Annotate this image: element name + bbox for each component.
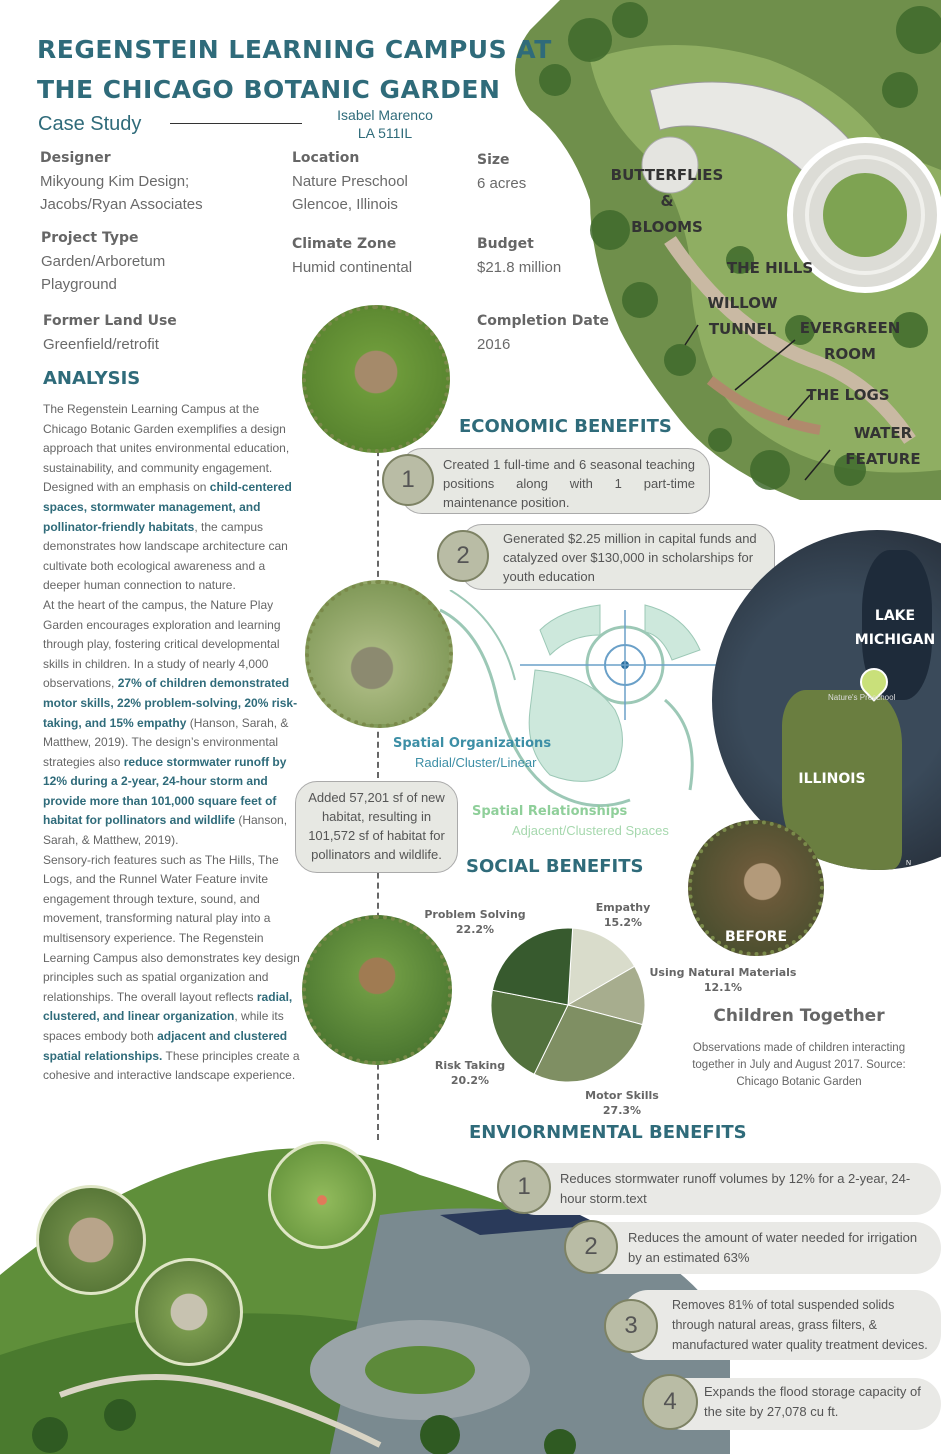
environmental-item-text: Expands the flood storage capacity of the site by 27,078 cu ft. (704, 1384, 921, 1419)
environmental-item-text: Removes 81% of total suspended solids through natural areas, grass filters, & manufactured water quality treatment devices. (672, 1298, 928, 1352)
economic-number-2: 2 (437, 530, 489, 582)
fact-former-land-use (43, 313, 177, 356)
analysis-paragraph: The Regenstein Learning Campus at the Chicago Botanic Garden exemplifies a design approach that unites environmental education, sustainability, and community engagement. Designed with an emphasis on child-centered spaces, stormwater management, and pollinator-friendly habitats, the campus demonstrates how landscape architecture can cultivate both ecological awareness and a deeper human connection to nature. (43, 402, 292, 593)
fact-designer (40, 150, 203, 216)
fact-label: Former Land Use (43, 313, 177, 329)
fact-value: Glencoe, Illinois (292, 196, 398, 213)
analysis-paragraph: Sensory-rich features such as The Hills, The Logs, and the Runnel Water Feature invite engagement through texture, sound, and movement, transforming natural play into a multisensory experience. The Regenstein Learning Campus also demonstrates key design principles such as spatial organization and relationships. The overall layout reflects radial, clustered, and linear organization, while its spaces embody both adjacent and clustered spatial relationships. These principles create a cohesive and interactive landscape experience. (43, 852, 300, 1083)
fact-value: Playground (41, 276, 117, 293)
environmental-item-1 (510, 1163, 941, 1215)
label-the-logs: THE LOGS (806, 386, 890, 404)
economic-item-1 (400, 448, 710, 514)
preschool-map-label: Nature's Preschool (828, 693, 896, 702)
economic-item-text: Created 1 full-time and 6 seasonal teaching positions along with 1 part-time maintenance position. (443, 457, 695, 510)
fact-climate-zone (292, 236, 412, 279)
analysis-text (43, 400, 301, 1086)
pie-label-motor-skills: Motor Skills 27.3% (585, 1089, 659, 1117)
fact-label: Climate Zone (292, 236, 397, 252)
environmental-item-4 (658, 1378, 941, 1430)
fact-size (477, 152, 526, 195)
social-heading: SOCIAL BENEFITS (466, 856, 644, 877)
fact-label: Size (477, 152, 510, 168)
north-arrow-icon: ▲ (902, 868, 920, 888)
environmental-number-4: 4 (642, 1374, 698, 1430)
environmental-number-3: 3 (604, 1299, 658, 1353)
north-label: N (906, 860, 912, 867)
before-label: BEFORE (724, 929, 788, 945)
play-water-photo (135, 1258, 243, 1366)
spatial-relationship-subtitle: Adjacent/Clustered Spaces (512, 823, 669, 838)
page-subtitle: Case Study (38, 113, 142, 135)
fact-value: 6 acres (477, 175, 527, 192)
fact-label: Project Type (41, 230, 139, 246)
environmental-item-text: Reduces stormwater runoff volumes by 12% for a 2-year, 24-hour storm.text (560, 1171, 911, 1206)
spatial-organization-label (393, 736, 551, 770)
spatial-diagram (440, 590, 740, 820)
economic-item-text: Generated $2.25 million in capital funds and catalyzed over $130,000 in scholarships for youth education (503, 531, 757, 584)
label-butterflies: BUTTERFLIES & BLOOMS (610, 166, 724, 236)
label-water-feature: WATER FEATURE (845, 424, 921, 468)
spatial-organization-subtitle: Radial/Cluster/Linear (415, 755, 537, 770)
squirrel-photo (305, 580, 453, 728)
fact-location (292, 150, 408, 216)
pie-label-empathy: Empathy 15.2% (595, 901, 651, 929)
author-block: Isabel Marenco LA 511IL (337, 107, 433, 141)
label-evergreen-room: EVERGREEN ROOM (799, 319, 901, 363)
fact-value: Greenfield/retrofit (43, 336, 159, 353)
fact-label: Budget (477, 236, 534, 252)
analysis-paragraph: At the heart of the campus, the Nature Play Garden encourages exploration and learning through play, fostering critical developmental skills in children. In a study of nearly 4,000 observations, 27% of children demonstrated motor skills, 22% problem-solving, 20% risk-taking, and 15% empathy (Hanson, Sarah, & Matthew, 2019). The design’s environmental strategies also reduce stormwater runoff by 12% during a 2-year, 24-hour storm and provide more than 101,000 square feet of habitat for pollinators and wildlife (Hanson, Sarah, & Matthew, 2019). (43, 597, 298, 848)
fact-value: Nature Preschool (292, 173, 408, 190)
fact-value: 2016 (477, 336, 511, 353)
economic-item-2 (460, 524, 775, 590)
play-hills-photo (268, 1141, 376, 1249)
subtitle-rule (170, 123, 302, 124)
pie-label-natural-materials: Using Natural Materials 12.1% (649, 966, 797, 994)
label-willow-tunnel: WILLOW TUNNEL (707, 294, 778, 338)
fact-label: Designer (40, 150, 111, 166)
fact-value: Mikyoung Kim Design; (40, 173, 190, 190)
spatial-relationship-label (472, 804, 669, 838)
pie-label-risk-taking: Risk Taking 20.2% (434, 1059, 506, 1087)
fact-project-type (41, 230, 165, 296)
analysis-heading: ANALYSIS (43, 368, 141, 389)
fact-budget (477, 236, 561, 279)
rabbit-photo (302, 305, 450, 453)
environmental-number-2: 2 (564, 1220, 618, 1274)
environmental-item-text: Reduces the amount of water needed for irrigation by an estimated 63% (628, 1230, 918, 1265)
environmental-heading: ENVIORNMENTAL BENEFITS (469, 1122, 747, 1143)
deer-photo (302, 915, 452, 1065)
play-logs-photo (36, 1185, 146, 1295)
economic-number-1: 1 (382, 454, 434, 506)
fact-value: $21.8 million (477, 259, 562, 276)
fact-value: Garden/Arboretum (41, 253, 166, 270)
lake-michigan-label: LAKE MICHIGAN (854, 608, 936, 648)
habitat-note: Added 57,201 sf of new habitat, resulting in 101,572 sf of habitat for pollinators and wildlife. (295, 781, 458, 873)
pie-label-problem-solving: Problem Solving 22.2% (424, 908, 526, 936)
fact-value: Jacobs/Ryan Associates (40, 196, 203, 213)
environmental-item-2 (578, 1222, 941, 1274)
chart-caption-text: Observations made of children interacting together in July and August 2017. Source: Chicago Botanic Garden (692, 1042, 906, 1088)
economic-heading: ECONOMIC BENEFITS (459, 416, 672, 437)
illinois-label: ILLINOIS (798, 771, 866, 787)
spatial-relationship-title: Spatial Relationships (472, 804, 628, 819)
fact-label: Completion Date (477, 313, 610, 329)
environmental-number-1: 1 (497, 1160, 551, 1214)
label-the-hills: THE HILLS (726, 259, 814, 277)
environmental-item-3 (622, 1290, 941, 1360)
fact-completion-date (477, 313, 609, 356)
chart-caption-title: Children Together (713, 1006, 885, 1026)
fact-label: Location (292, 150, 360, 166)
spatial-organization-title: Spatial Organizations (393, 736, 552, 751)
page-title: REGENSTEIN LEARNING CAMPUS AT THE CHICAGO BOTANIC GARDEN (37, 35, 552, 104)
fact-value: Humid continental (292, 259, 413, 276)
